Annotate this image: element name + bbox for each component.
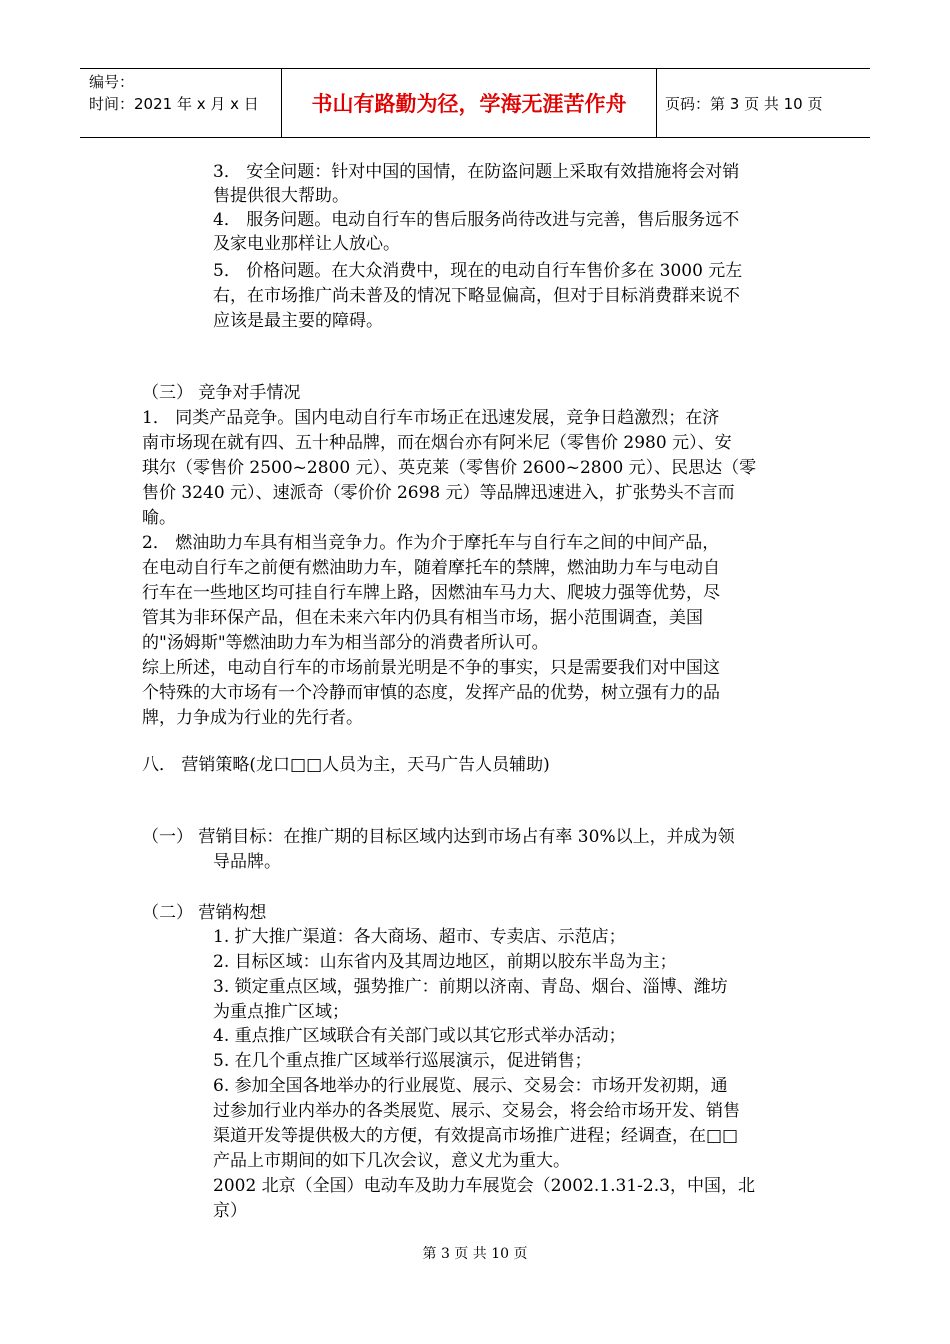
section-heading: （一） 营销目标：在推广期的目标区域内达到市场占有率 30%以上，并成为领 [142, 827, 735, 847]
text-line: 3． 安全问题：针对中国的国情，在防盗问题上采取有效措施将会对销 [213, 162, 740, 182]
text-line: 琪尔（零售价 2500~2800 元）、英克莱（零售价 2600~2800 元）、民思达（零 [142, 458, 757, 478]
page-header [80, 68, 870, 138]
list-item: 6. 参加全国各地举办的行业展览、展示、交易会：市场开发初期，通 [213, 1076, 728, 1096]
page-footer: 第 3 页 共 10 页 [422, 1246, 528, 1262]
text-line: 右，在市场推广尚未普及的情况下略显偏高，但对于目标消费群来说不 [213, 286, 740, 306]
document-time-label: 时间：2021 年 x 月 x 日 [89, 95, 259, 113]
list-item: 5. 在几个重点推广区域举行巡展演示，促进销售； [213, 1051, 592, 1071]
text-line: 牌，力争成为行业的先行者。 [142, 708, 363, 728]
section-heading: （三） 竞争对手情况 [142, 383, 301, 403]
header-meta-cell [80, 69, 282, 137]
text-line: 售价 3240 元）、速派奇（零价价 2698 元）等品牌迅速进入，扩张势头不言而 [142, 483, 735, 503]
text-line: 5． 价格问题。在大众消费中，现在的电动自行车售价多在 3000 元左 [213, 261, 743, 281]
text-line: 过参加行业内举办的各类展览、展示、交易会，将会给市场开发、销售 [213, 1101, 740, 1121]
text-line: 个特殊的大市场有一个冷静而审慎的态度，发挥产品的优势，树立强有力的品 [142, 683, 720, 703]
text-line: 为重点推广区域； [213, 1002, 349, 1022]
text-line: 京） [213, 1201, 247, 1221]
document-number-label: 编号： [89, 73, 135, 91]
text-line: 产品上市期间的如下几次会议，意义尤为重大。 [213, 1151, 570, 1171]
text-line: 及家电业那样让人放心。 [213, 234, 400, 254]
text-line: 行车在一些地区均可挂自行车牌上路，因燃油车马力大、爬坡力强等优势，尽 [142, 583, 720, 603]
header-page-info: 页码：第 3 页 共 10 页 [665, 94, 823, 113]
list-item: 1. 扩大推广渠道：各大商场、超市、专卖店、示范店； [213, 927, 626, 947]
text-line: 售提供很大帮助。 [213, 186, 349, 206]
text-line: 在电动自行车之前便有燃油助力车，随着摩托车的禁牌，燃油助力车与电动自 [142, 558, 720, 578]
header-motto: 书山有路勤为径，学海无涯苦作舟 [282, 69, 657, 137]
text-line: 2002 北京（全国）电动车及助力车展览会（2002.1.31-2.3，中国，北 [213, 1176, 755, 1196]
chapter-heading: 八． 营销策略(龙口□□人员为主，天马广告人员辅助) [142, 755, 550, 775]
list-item: 4. 重点推广区域联合有关部门或以其它形式举办活动； [213, 1026, 626, 1046]
list-item: 2. 目标区域：山东省内及其周边地区，前期以胶东半岛为主； [213, 952, 677, 972]
text-line: 4． 服务问题。电动自行车的售后服务尚待改进与完善，售后服务远不 [213, 210, 740, 230]
section-heading: （二） 营销构想 [142, 903, 267, 923]
text-line: 导品牌。 [213, 852, 281, 872]
text-line: 喻。 [142, 508, 176, 528]
list-item: 3. 锁定重点区域，强势推广：前期以济南、青岛、烟台、淄博、潍坊 [213, 977, 728, 997]
text-line: 渠道开发等提供极大的方便，有效提高市场推广进程；经调查，在□□ [213, 1126, 739, 1146]
text-line: 应该是最主要的障碍。 [213, 311, 383, 331]
text-line: 2． 燃油助力车具有相当竞争力。作为介于摩托车与自行车之间的中间产品， [142, 533, 720, 553]
text-line: 1． 同类产品竞争。国内电动自行车市场正在迅速发展，竞争日趋激烈；在济 [142, 408, 720, 428]
text-line: 的"汤姆斯"等燃油助力车为相当部分的消费者所认可。 [142, 633, 549, 653]
text-line: 南市场现在就有四、五十种品牌，而在烟台亦有阿米尼（零售价 2980 元）、安 [142, 433, 732, 453]
text-line: 管其为非环保产品，但在未来六年内仍具有相当市场，据小范围调查，美国 [142, 608, 703, 628]
text-line: 综上所述，电动自行车的市场前景光明是不争的事实，只是需要我们对中国这 [142, 658, 720, 678]
